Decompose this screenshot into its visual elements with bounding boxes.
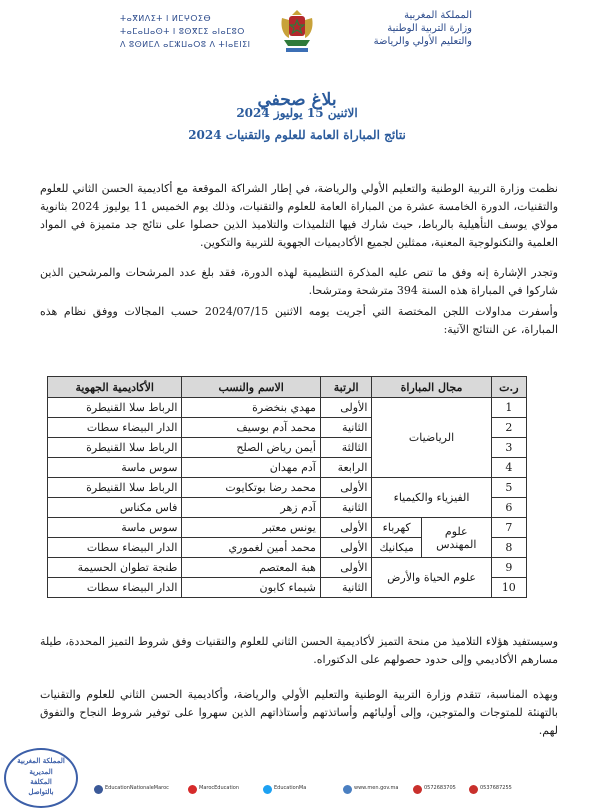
row-num: 6: [491, 498, 526, 518]
row-name: يونس معتبر: [182, 518, 320, 538]
row-rank: الأولى: [320, 478, 372, 498]
paragraph-congratulations: وبهذه المناسبة، تتقدم وزارة التربية الوطنية والتعليم الأولي والرياضة، وأكاديمية الحسن الثاني للعلوم والتقنيات بالتهنئة للمتوجات والمتوجين، وإلى أوليائهم وأساتذتهم وأستاذاتهم الذين سهروا على توفير شروط النجاح والتفوق لهم.: [40, 688, 558, 737]
row-num: 10: [491, 578, 526, 598]
press-release-title: بلاغ صحفي: [257, 90, 337, 110]
row-academy: الرباط سلا القنيطرة: [48, 478, 182, 498]
row-num: 4: [491, 458, 526, 478]
domain-physchem: الفيزياء والكيمياء: [372, 478, 491, 518]
facebook-icon[interactable]: [94, 785, 103, 794]
row-name: شيماء كابون: [182, 578, 320, 598]
row-name: محمد رضا بوتكايوت: [182, 478, 320, 498]
youtube-icon[interactable]: [188, 785, 197, 794]
row-rank: الثانية: [320, 578, 372, 598]
press-release-date: الاثنين 15 يوليوز 2024: [236, 106, 358, 120]
row-academy: سوس ماسة: [48, 518, 182, 538]
row-name: محمد أمين لغموري: [182, 538, 320, 558]
row-rank: الأولى: [320, 518, 372, 538]
globe-icon[interactable]: [343, 785, 352, 794]
row-academy: الدار البيضاء سطات: [48, 538, 182, 558]
tifinagh-ministry: ⵜⴰⵎⴰⵡⴰⵙⵜ ⵏ ⵓⵙⴳⵎⵉ ⴰⵏⴰⵎⵓⵔ: [120, 27, 245, 36]
header-domain: مجال المباراة: [372, 377, 491, 398]
footer-phone-1: 0572683705: [424, 785, 456, 791]
domain-engineering: علوم المهندس: [421, 518, 491, 558]
row-num: 2: [491, 418, 526, 438]
row-name: هبة المعتصم: [182, 558, 320, 578]
twitter-icon[interactable]: [263, 785, 272, 794]
row-num: 8: [491, 538, 526, 558]
row-rank: الأولى: [320, 398, 372, 418]
row-name: مهدي بنخضرة: [182, 398, 320, 418]
row-rank: الثانية: [320, 498, 372, 518]
ministry-name-2: والتعليم الأولي والرياضة: [373, 36, 472, 47]
table-header-row: [48, 377, 527, 398]
results-table: [47, 376, 527, 598]
row-academy: سوس ماسة: [48, 458, 182, 478]
paragraph-results-intro: وأسفرت مداولات اللجن المختصة التي أجريت يومه الاثنين 2024/07/15 حسب المجالات ووفق نظام هذه المباراة، عن النتائج الآتية:: [40, 305, 558, 336]
phone-icon: [413, 785, 422, 794]
row-academy: الرباط سلا القنيطرة: [48, 438, 182, 458]
press-release-subject: نتائج المباراة العامة للعلوم والتقنيات 2024: [188, 128, 406, 142]
ministry-name-1: وزارة التربية الوطنية: [387, 23, 472, 34]
table-row: [48, 478, 527, 498]
row-rank: الأولى: [320, 538, 372, 558]
footer-twitter[interactable]: EducationMa: [274, 785, 307, 791]
row-academy: الرباط سلا القنيطرة: [48, 398, 182, 418]
tifinagh-ministry-2: ⴷ ⵓⵙⵍⵎⴷ ⴰⵎⵣⵡⴰⵔⵓ ⴷ ⵜⵏⴰⴹⵏⵉⵏ: [120, 40, 251, 49]
row-academy: فاس مكناس: [48, 498, 182, 518]
row-name: آدم مهدان: [182, 458, 320, 478]
tifinagh-kingdom: ⵜⴰⴳⵍⴷⵉⵜ ⵏ ⵍⵎⵖⵔⵉⴱ: [120, 14, 212, 23]
footer-contacts: [0, 778, 594, 808]
stamp-text-3: المكلفة: [30, 777, 52, 786]
row-name: أيمن رياض الصلح: [182, 438, 320, 458]
row-num: 3: [491, 438, 526, 458]
paragraph-intro: نظمت وزارة التربية الوطنية والتعليم الأولي والرياضة، في إطار الشراكة الموقعة مع أكاديمية الحسن الثاني للعلوم والتقنيات، الدورة الخامسة عشرة من المباراة العامة للعلوم والتقنيات، وذلك يوم الخميس 11 يوليوز 2024 بثانوية مولاي يوسف التأهيلية بالرباط، حيث شارك فيها التلميذات والتلاميذ الذين حصلوا على نتائج جد متميزة في المواد العلمية والتكنولوجية المعنية، ممثلين لجميع الأكاديميات الجهوية للتربية والتكوين.: [40, 182, 559, 249]
paragraph-scholarship: وسيستفيد هؤلاء التلاميذ من منحة التميز لأكاديمية الحسن الثاني للعلوم والتقنيات وفق شروط التميز المحددة، طيلة مسارهم الأكاديمي وإلى حدود حصولهم على الدكتوراه.: [40, 635, 558, 666]
header-name: الاسم والنسب: [182, 377, 320, 398]
row-num: 1: [491, 398, 526, 418]
row-num: 9: [491, 558, 526, 578]
row-academy: الدار البيضاء سطات: [48, 418, 182, 438]
row-rank: الرابعة: [320, 458, 372, 478]
subdomain-mechanics: ميكانيك: [372, 538, 422, 558]
row-num: 7: [491, 518, 526, 538]
header-academy: الأكاديمية الجهوية: [48, 377, 182, 398]
kingdom-name: المملكة المغربية: [404, 10, 472, 21]
stamp-text-4: بالتواصل: [28, 787, 54, 796]
row-name: محمد آدم بوسيف: [182, 418, 320, 438]
table-row: [48, 558, 527, 578]
domain-math: الرياضيات: [372, 398, 491, 478]
row-academy: طنجة تطوان الحسيمة: [48, 558, 182, 578]
table-row: [48, 518, 527, 538]
fax-icon: [469, 785, 478, 794]
row-rank: الثانية: [320, 418, 372, 438]
row-rank: الأولى: [320, 558, 372, 578]
footer-facebook[interactable]: EducationNationaleMaroc: [105, 785, 169, 791]
stamp-text-2: المديرية: [29, 767, 53, 776]
table-row: [48, 398, 527, 418]
royal-coat-of-arms-icon: [276, 6, 318, 56]
row-academy: الدار البيضاء سطات: [48, 578, 182, 598]
row-name: آدم زهر: [182, 498, 320, 518]
footer-phone-2: 0537687255: [480, 785, 512, 791]
subdomain-electricity: كهرباء: [372, 518, 422, 538]
domain-life-sciences: علوم الحياة والأرض: [372, 558, 491, 598]
paragraph-participants: وتجدر الإشارة إنه وفق ما تنص عليه المذكرة التنظيمية لهذه الدورة، فقد بلغ عدد المرشحات والمرشحين الذين شاركوا في المباراة هذه السنة 394 مترشحة ومترشحا.: [40, 266, 558, 297]
letterhead: [0, 0, 594, 64]
footer-youtube[interactable]: MarocEducation: [199, 785, 240, 791]
row-num: 5: [491, 478, 526, 498]
header-num: ر.ت: [491, 377, 526, 398]
footer-website[interactable]: www.men.gov.ma: [354, 785, 399, 791]
header-rank: الرتبة: [320, 377, 372, 398]
row-rank: الثالثة: [320, 438, 372, 458]
stamp-text-1: المملكة المغربية: [17, 756, 65, 765]
